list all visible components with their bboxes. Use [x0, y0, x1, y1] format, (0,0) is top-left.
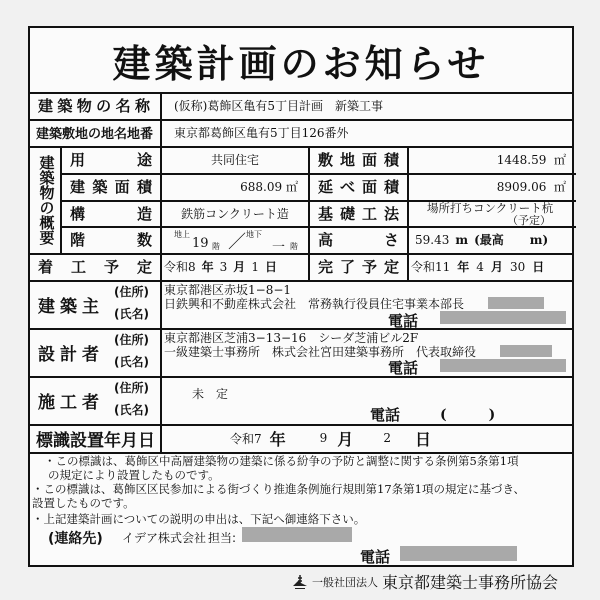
- association-logo-icon: [292, 573, 308, 591]
- note-line: 設置したものです。: [32, 496, 135, 510]
- building-name-value: (仮称)葛飾区亀有5丁目計画 新築工事: [174, 99, 383, 113]
- site-area-label: 敷 地 面 積: [318, 151, 399, 169]
- redacted-person: [242, 527, 352, 542]
- footer-org: [292, 570, 558, 593]
- completion-date: 令和11 年 4 月 30 日: [411, 259, 545, 274]
- structure-label: 構 造: [70, 204, 152, 223]
- org-prefix: 一般社団法人: [312, 575, 378, 589]
- contractor-phone: ( ): [440, 407, 496, 423]
- redacted-phone: [440, 359, 566, 372]
- contact-phone-label: 電話: [360, 548, 391, 566]
- total-floor-area-label: 延 べ 面 積: [318, 178, 399, 196]
- site-address-value: 東京都葛飾区亀有5丁目126番外: [174, 126, 349, 140]
- start-label: 着 工 予 定: [38, 258, 152, 276]
- total-floor-area-value: 8909.06 ㎡: [496, 179, 566, 194]
- sign-date-label: 標識設置年月日: [36, 430, 155, 451]
- height-value: 59.43 m (最高 m): [415, 232, 549, 247]
- redacted-name: [500, 345, 552, 357]
- usage-value: 共同住宅: [210, 153, 259, 167]
- owner-name: 日鉄興和不動産株式会社 常務執行役員住宅事業本部長: [164, 296, 465, 311]
- note-line: ・この標識は、葛飾区中高層建築物の建築に係る紛争の予防と調整に関する条例第5条第1項: [44, 454, 519, 468]
- page-title: 建築計画のお知らせ: [112, 41, 490, 86]
- overview-group-label: 建築物の概要: [37, 155, 56, 245]
- contact-company: イデア株式会社: [122, 531, 207, 545]
- designer-name: 一級建築士事務所 株式会社宮田建築事務所 代表取締役: [164, 344, 477, 359]
- designer-phone-label: 電話: [388, 359, 419, 377]
- note-line: ・上記建築計画についての説明の申出は、下記へ御連絡下さい。: [32, 512, 366, 526]
- org-name: 東京都建築士事務所協会: [382, 573, 559, 592]
- note-line: ・この標識は、葛飾区区民参加による街づくり推進条例施行規則第17条第1項の規定に基づき、: [32, 482, 525, 496]
- redacted-name: [488, 297, 544, 309]
- floors-value: 地上 19 階 ／ 地下 一 階: [174, 230, 298, 255]
- height-label: 高 さ: [318, 231, 399, 249]
- owner-phone-label: 電話: [388, 312, 419, 330]
- start-date: 令和8 年 3 月 1 日: [164, 259, 277, 274]
- usage-label: 用 途: [70, 151, 152, 169]
- redacted-phone: [440, 311, 566, 324]
- foundation-value: 場所打ちコンクリート杭 （予定）: [427, 201, 554, 227]
- building-area-value: 688.09 ㎡: [240, 179, 298, 194]
- structure-value: 鉄筋コンクリート造: [181, 206, 289, 221]
- note-line: の規定により設置したものです。: [48, 468, 220, 482]
- completion-label: 完 了 予 定: [318, 258, 399, 276]
- owner-label: 建築主: [38, 296, 104, 317]
- contact-label: (連絡先): [48, 531, 103, 547]
- floors-label: 階 数: [70, 231, 152, 249]
- foundation-label: 基 礎 工 法: [318, 204, 399, 223]
- sign-date: 令和7 年 9 月 2 日: [230, 429, 431, 449]
- site-address-label: 建築敷地の地名地番: [36, 127, 154, 142]
- redacted-phone: [400, 546, 517, 561]
- contractor-phone-label: 電話: [370, 406, 401, 424]
- designer-label: 設計者: [38, 344, 104, 365]
- owner-address: 東京都港区赤坂1−8−1: [164, 282, 292, 297]
- contractor-name: 未 定: [192, 386, 229, 401]
- notice-board: 建築計画のお知らせ 建 築 物 の 名 称 (仮称)葛飾区亀有5丁目計画 新築工事 建築敷地の地名地番 東京都葛飾区亀有5丁目126番外 建築物の概要 用 途 建 築 面 積 構 造 階 数 共同住宅 688.09 ㎡ 鉄筋コンクリート造 地上 19 階 ／ 地下 一 階 敷 地 面 積 延 べ 面 積 基 礎 工 法 高 さ 1448.59 ㎡ 8909.06 ㎡ 場所打ちコンクリート杭 （予定） 59.43 m (最高 m) 着 工 予 定 令和8 年 3 月 1 日 完 了 予 定 令和11 年 4 月 30 日 建築主 (住所) (氏名) 東京都港区赤坂1−8−1 日鉄興和不動産株式会社 常務執行役員住宅事業本部長 電話 設計者 (住所) (氏名) 東京都港区芝浦3−13−16 シーダ芝浦ビル2F 一級建築士事務所 株式会社宮田建築事務所 代表取締役 電話 施工者 (住所) (氏名) 未 定 電話 ( ) 標識設置年月日 令和7 年 9 月 2 日 ・この標識は、葛飾区中高層建築物の建築に係る紛争の予防と調整に関する条例第5条第1項 の規定により設置したものです。 ・この標識は、葛飾区区民参加による街づくり推進条例施行規則第17条第1項の規定に基づき、 設置したものです。 ・上記建築計画についての説明の申出は、下記へ御連絡下さい。 (連絡先) イデア株式会社 担当: 電話: [28, 26, 574, 567]
- contact-person-label: 担当:: [208, 531, 237, 545]
- designer-address: 東京都港区芝浦3−13−16 シーダ芝浦ビル2F: [164, 330, 419, 345]
- site-area-value: 1448.59 ㎡: [496, 152, 566, 167]
- contractor-label: 施工者: [38, 392, 104, 413]
- building-area-label: 建 築 面 積: [70, 178, 152, 196]
- building-name-label: 建 築 物 の 名 称: [38, 97, 152, 115]
